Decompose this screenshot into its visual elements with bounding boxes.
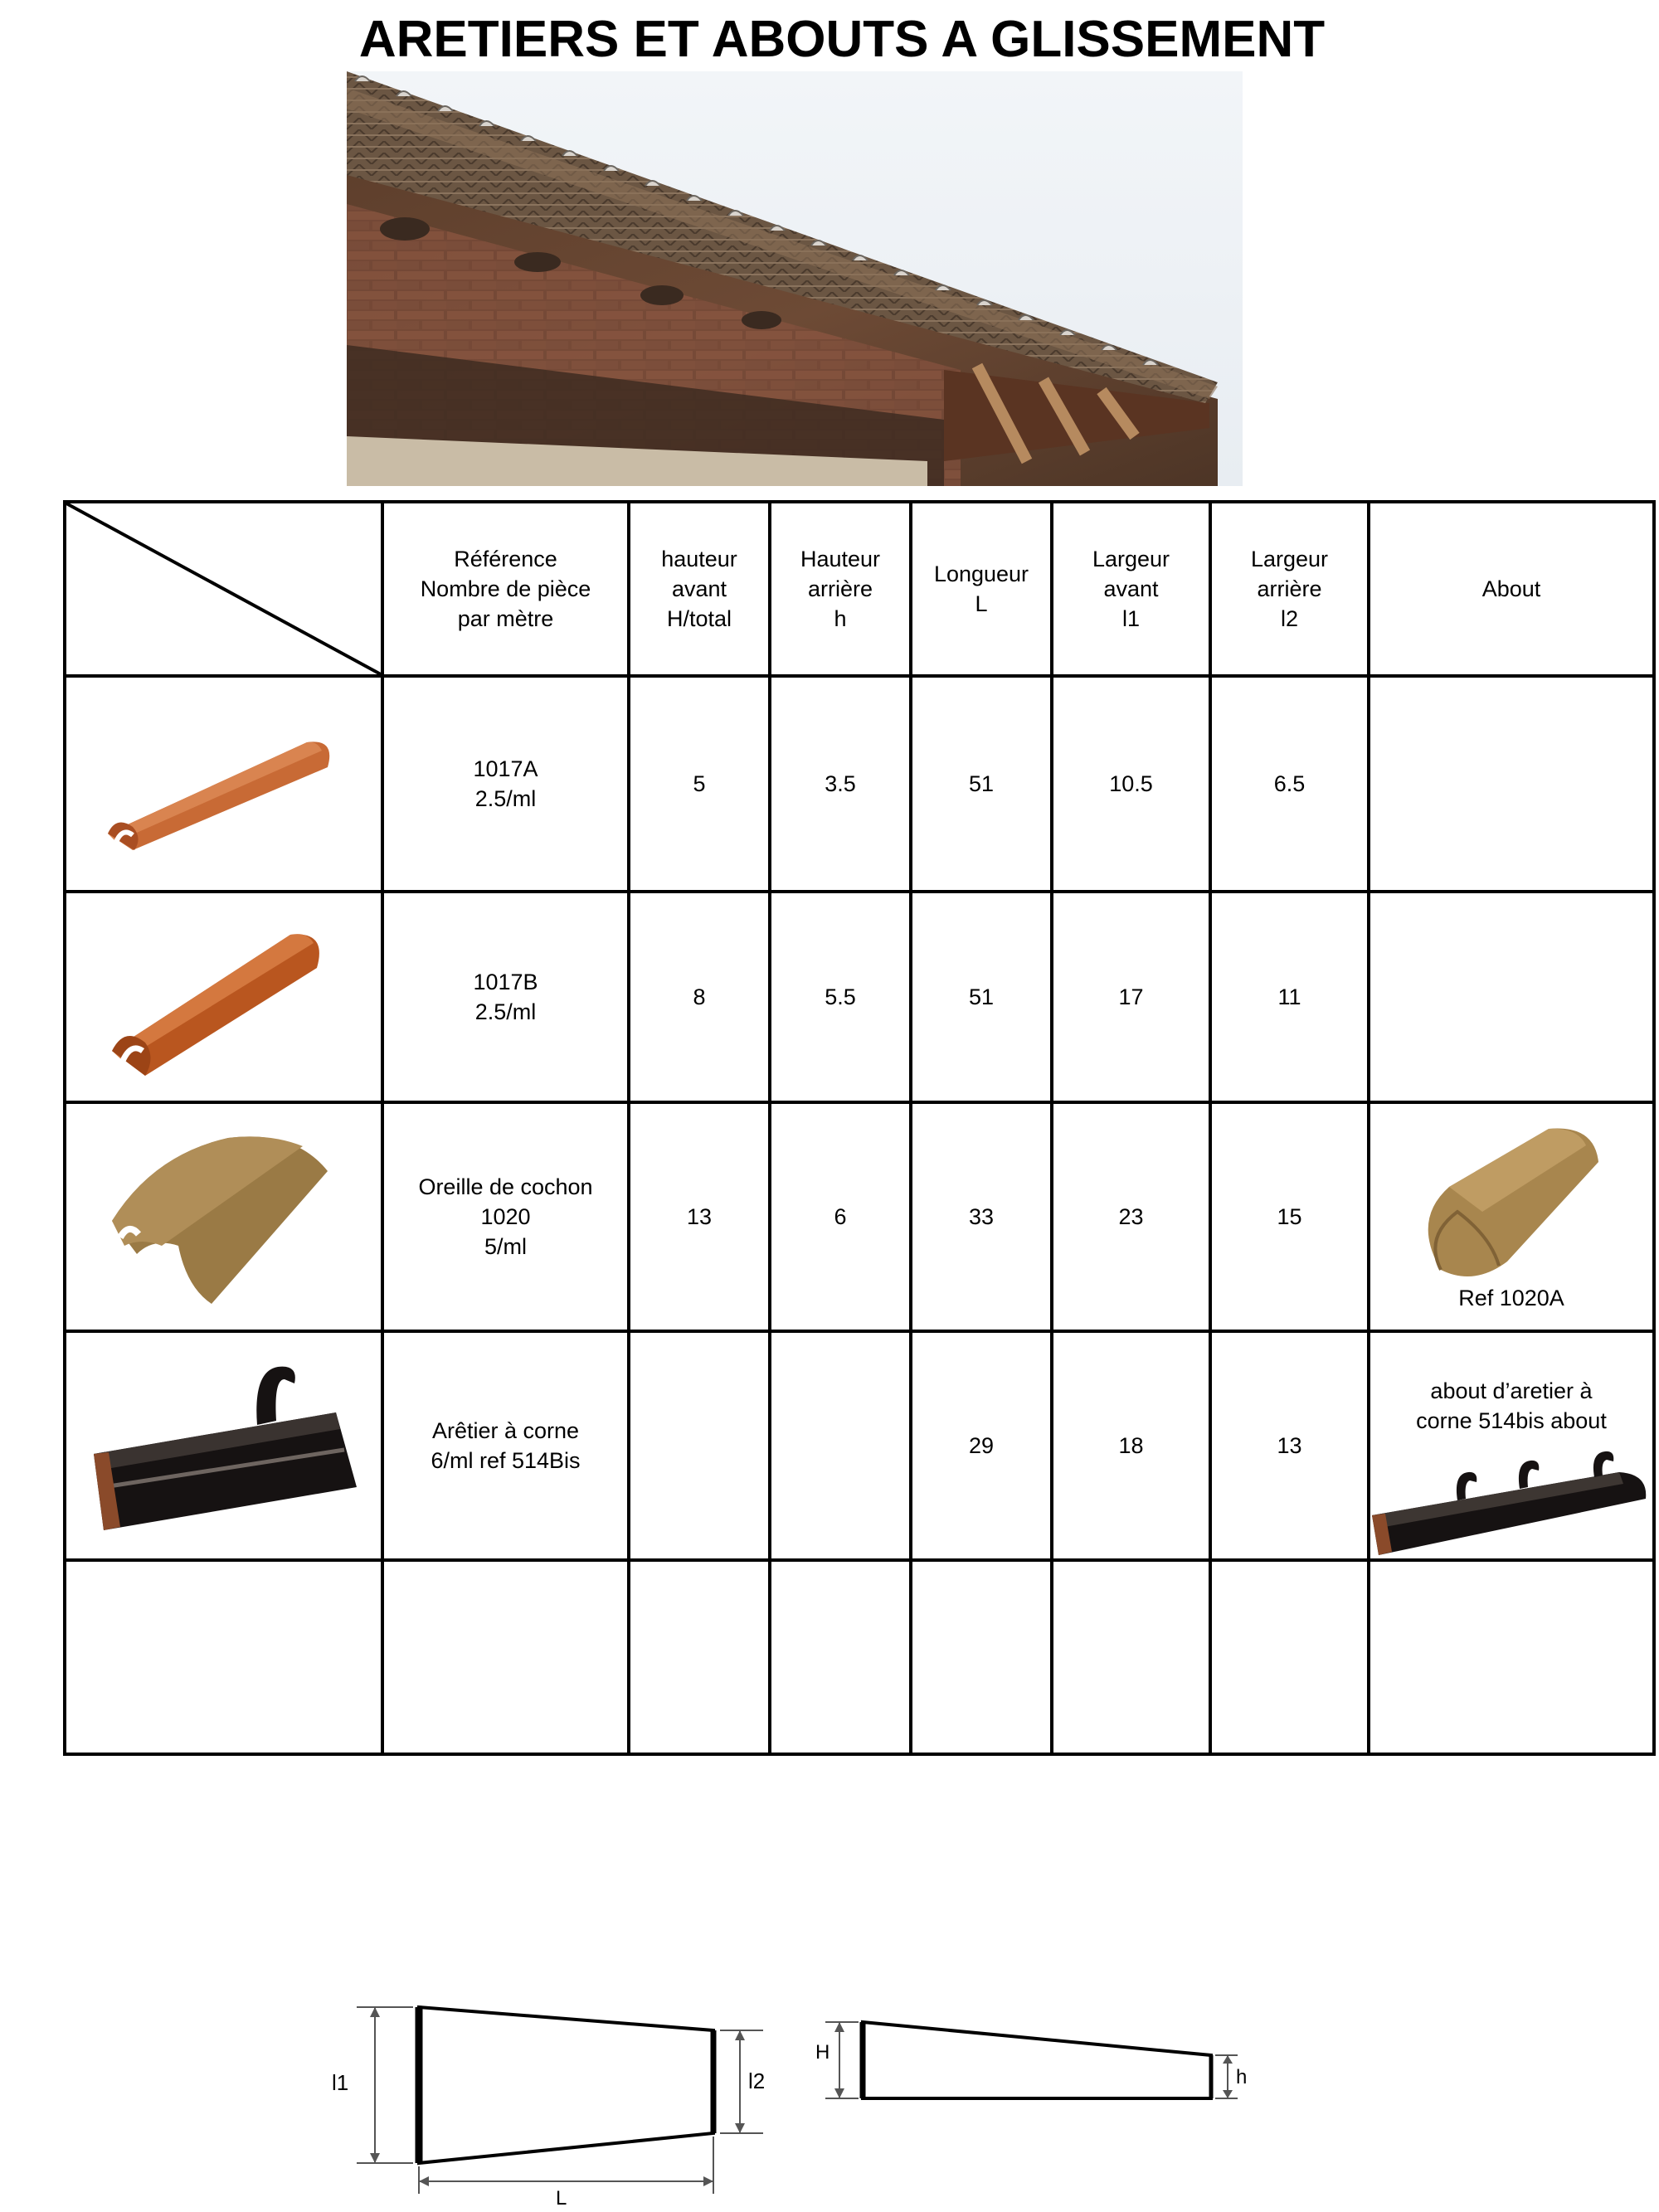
product-image-cell: [65, 1102, 382, 1331]
hauteur-avant-cell: [629, 1331, 770, 1560]
empty-cell: [1210, 1560, 1369, 1754]
label-h: h: [1236, 2066, 1248, 2088]
top-view-diagram: [332, 2007, 765, 2206]
header-row: [65, 502, 1654, 676]
largeur-arriere-cell: 6.5: [1210, 676, 1369, 892]
about-caption: Ref 1020A: [1458, 1286, 1564, 1310]
hauteur-avant-cell: 5: [629, 676, 770, 892]
corner-cell: [65, 502, 382, 676]
page-title: ARETIERS ET ABOUTS A GLISSEMENT: [358, 11, 1326, 68]
hauteur-avant-cell: 8: [629, 892, 770, 1102]
table-row: [65, 1560, 1654, 1754]
header-largeur-avant: Largeur avant l1: [1052, 502, 1210, 676]
side-view-diagram: [815, 2022, 1247, 2098]
hauteur-avant-cell: 13: [629, 1102, 770, 1331]
largeur-avant-cell: 23: [1052, 1102, 1210, 1331]
about-514bis-image: [1370, 1449, 1652, 1557]
label-L: L: [556, 2187, 567, 2206]
hauteur-arriere-cell: [770, 1331, 911, 1560]
hauteur-arriere-cell: 3.5: [770, 676, 911, 892]
about-cell: [1369, 1331, 1654, 1560]
about-cell: [1369, 892, 1654, 1102]
table-row: [65, 892, 1654, 1102]
empty-cell: [911, 1560, 1052, 1754]
table-row: [65, 1102, 1654, 1331]
largeur-avant-cell: 17: [1052, 892, 1210, 1102]
longueur-cell: 33: [911, 1102, 1052, 1331]
spec-table: [63, 500, 1656, 1756]
header-hauteur-avant: hauteur avant H/total: [629, 502, 770, 676]
header-about: About: [1369, 502, 1654, 676]
tile-1020-image: [104, 1121, 344, 1312]
header-longueur: Longueur L: [911, 502, 1052, 676]
empty-cell: [1052, 1560, 1210, 1754]
reference-cell: 1017B 2.5/ml: [382, 892, 629, 1102]
reference-cell: Arêtier à corne 6/ml ref 514Bis: [382, 1331, 629, 1560]
product-image-cell: [65, 892, 382, 1102]
hauteur-arriere-cell: 5.5: [770, 892, 911, 1102]
roof-photo: [347, 71, 1243, 486]
about-cell: [1369, 676, 1654, 892]
table-row: [65, 1331, 1654, 1560]
largeur-arriere-cell: 15: [1210, 1102, 1369, 1331]
diagonal-line: [66, 503, 381, 674]
empty-cell: [65, 1560, 382, 1754]
table-row: [65, 676, 1654, 892]
empty-cell: [382, 1560, 629, 1754]
header-reference: Référence Nombre de pièce par mètre: [382, 502, 629, 676]
hauteur-arriere-cell: 6: [770, 1102, 911, 1331]
header-largeur-arriere: Largeur arrière l2: [1210, 502, 1369, 676]
about-1020a-image: [1416, 1121, 1607, 1286]
reference-cell: 1017A 2.5/ml: [382, 676, 629, 892]
about-caption: about d’aretier à corne 514bis about: [1416, 1378, 1607, 1433]
dimension-diagram: [315, 1982, 1261, 2206]
longueur-cell: 51: [911, 892, 1052, 1102]
tile-1017b-image: [100, 918, 348, 1076]
empty-cell: [1369, 1560, 1654, 1754]
tile-514bis-image: [87, 1354, 361, 1537]
product-image-cell: [65, 1331, 382, 1560]
empty-cell: [770, 1560, 911, 1754]
product-image-cell: [65, 676, 382, 892]
longueur-cell: 29: [911, 1331, 1052, 1560]
largeur-avant-cell: 18: [1052, 1331, 1210, 1560]
reference-cell: Oreille de cochon 1020 5/ml: [382, 1102, 629, 1331]
label-l2: l2: [748, 2069, 766, 2093]
largeur-arriere-cell: 11: [1210, 892, 1369, 1102]
largeur-arriere-cell: 13: [1210, 1331, 1369, 1560]
longueur-cell: 51: [911, 676, 1052, 892]
empty-cell: [629, 1560, 770, 1754]
label-l1: l1: [332, 2070, 349, 2095]
label-H: H: [815, 2041, 830, 2064]
header-hauteur-arriere: Hauteur arrière h: [770, 502, 911, 676]
largeur-avant-cell: 10.5: [1052, 676, 1210, 892]
about-cell: [1369, 1102, 1654, 1331]
tile-1017a-image: [100, 717, 348, 850]
